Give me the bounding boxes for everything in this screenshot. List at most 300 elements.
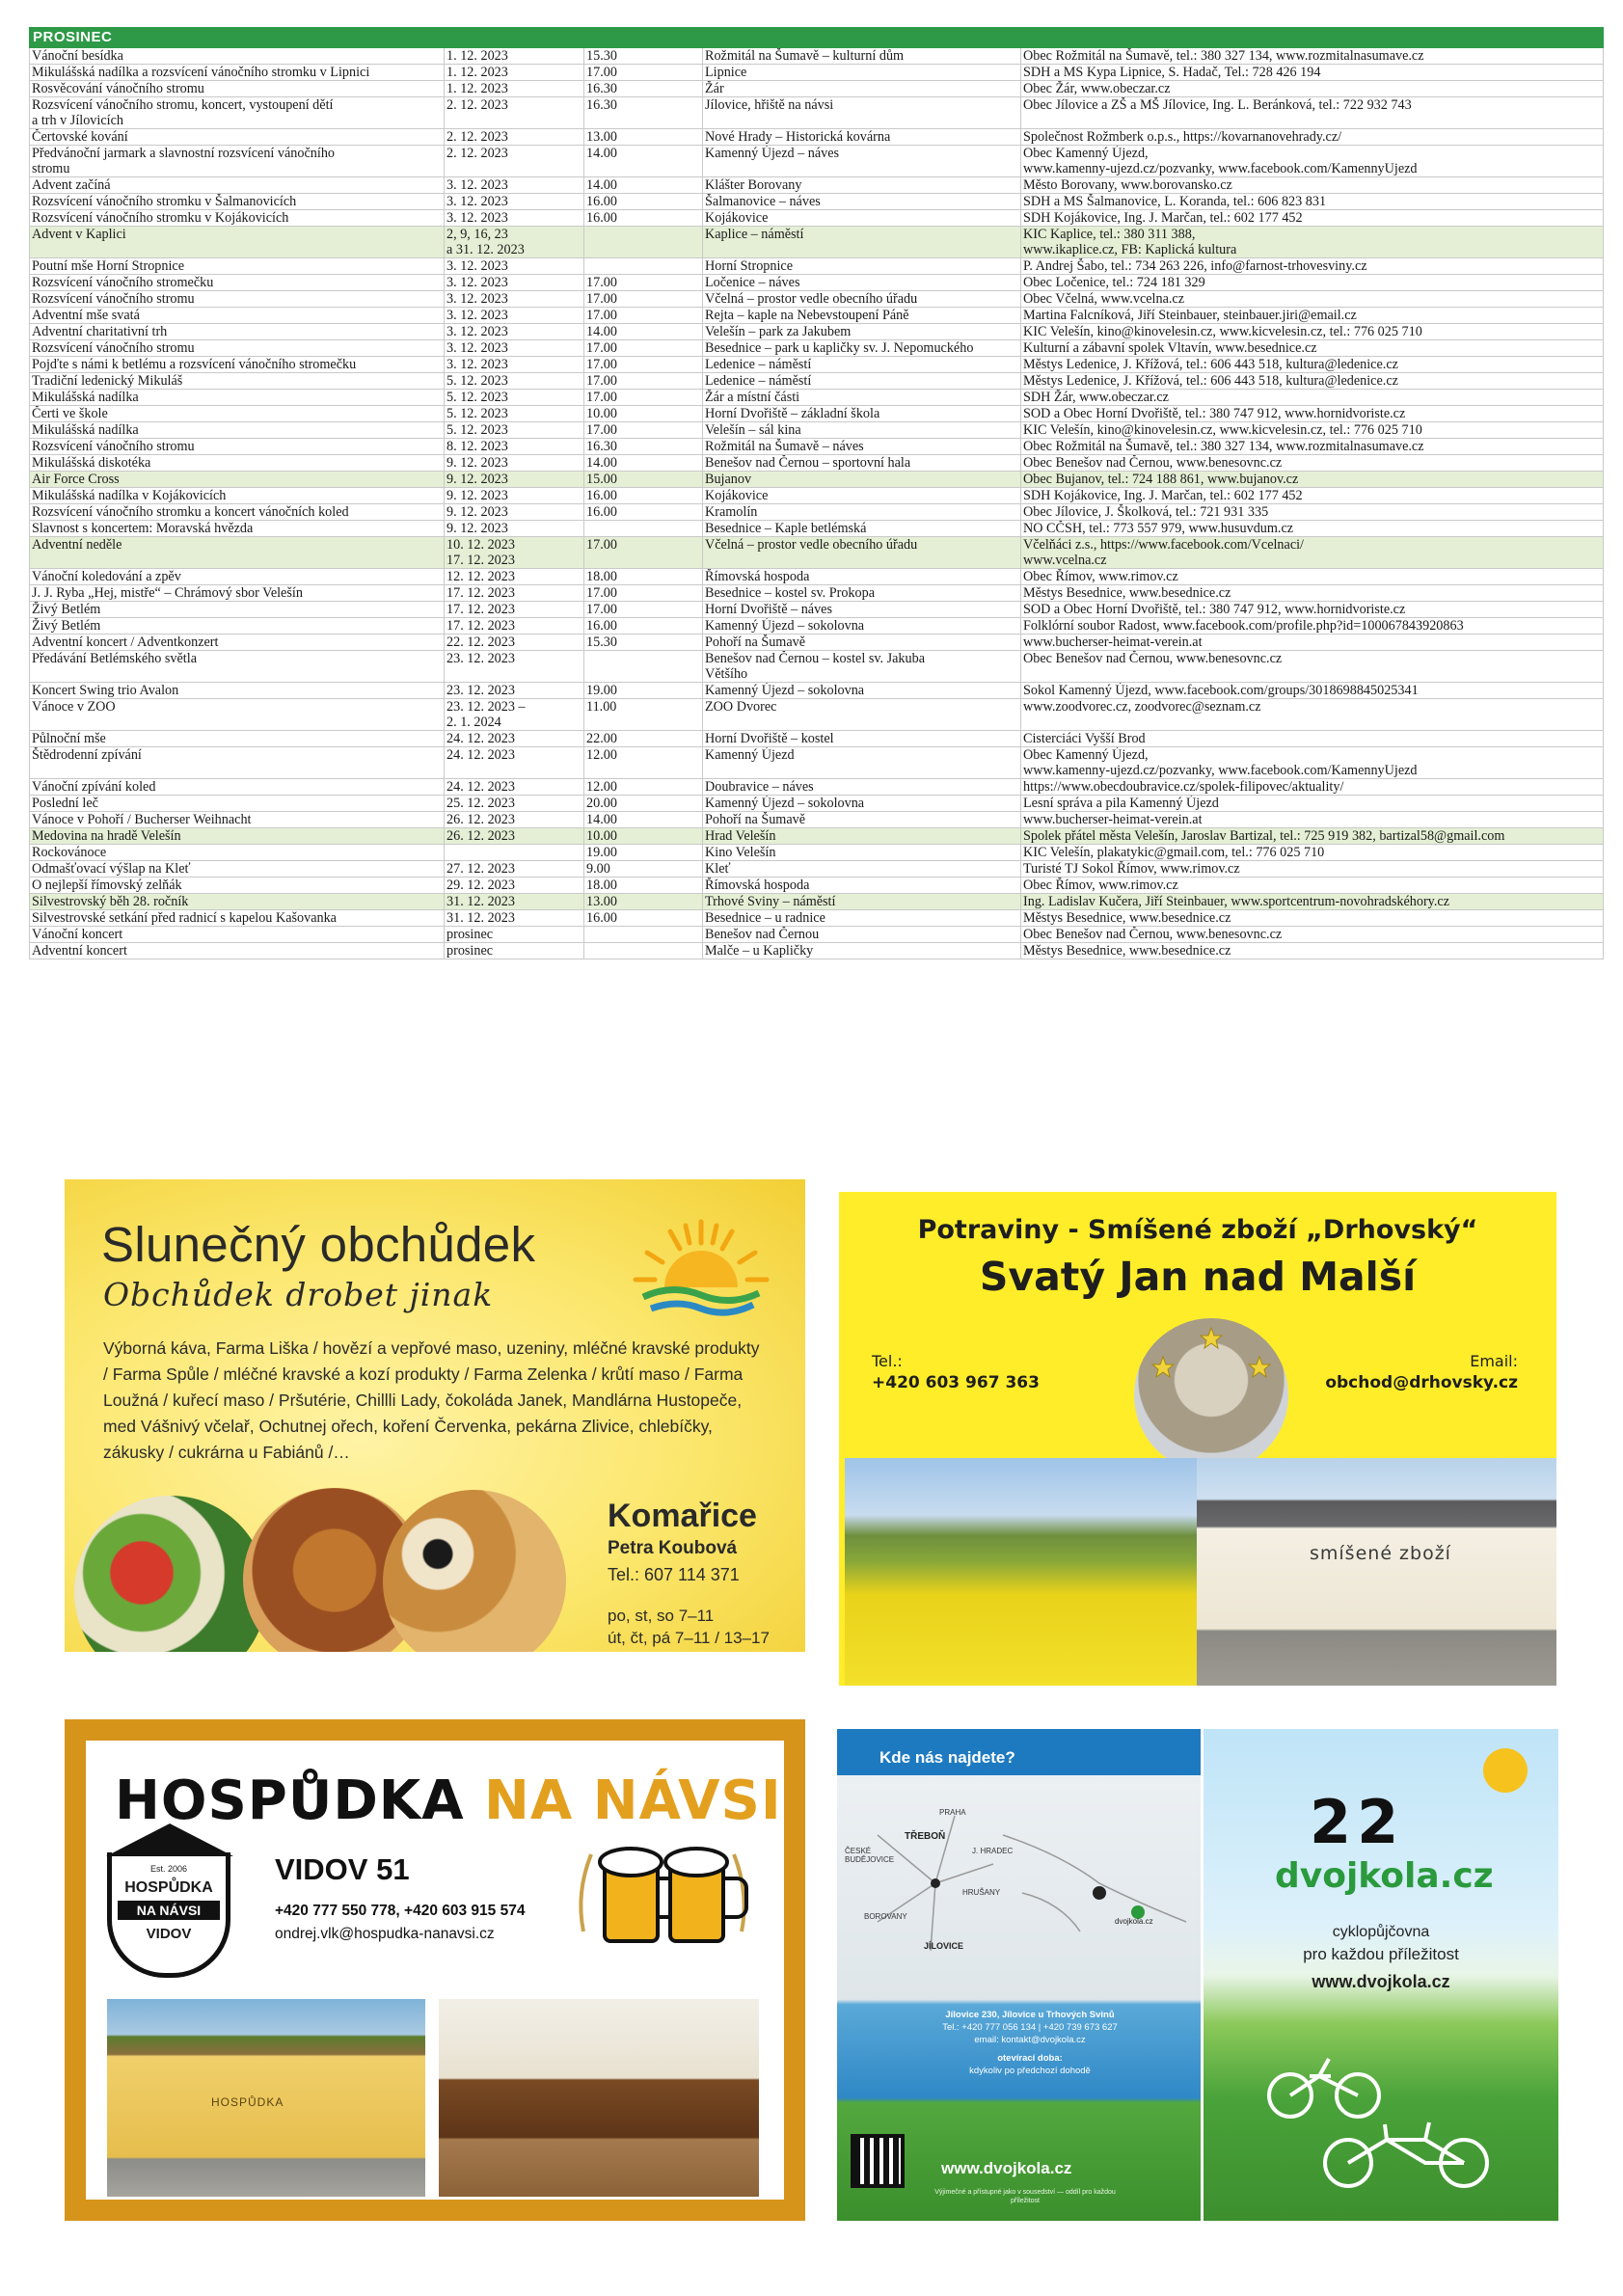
table-row [30,894,1604,910]
map-label-jilovice: JÍLOVICE [924,1941,964,1951]
event-name: Rozsvícení vánočního stromu [30,340,445,357]
event-contact: KIC Velešín, kino@kinovelesin.cz, www.kicvelesin.cz, tel.: 776 025 710 [1021,324,1604,340]
event-contact: SDH a MS Kypa Lipnice, S. Hadač, Tel.: 728 426 194 [1021,65,1604,81]
event-name: Adventní koncert / Adventkonzert [30,635,445,651]
table-row [30,796,1604,812]
event-name: Mikulášská diskotéka [30,455,445,472]
event-contact: Obec Římov, www.rimov.cz [1021,878,1604,894]
event-name: Pojďte s námi k betlému a rozsvícení vánočního stromečku [30,357,445,373]
table-row [30,340,1604,357]
event-name: Štědrodenní zpívání [30,747,445,779]
event-time: 18.00 [584,569,703,585]
table-row [30,861,1604,878]
event-time: 17.00 [584,340,703,357]
event-name: Poslední leč [30,796,445,812]
table-row [30,406,1604,422]
event-contact: Obec Jílovice, J. Školková, tel.: 721 931 335 [1021,504,1604,521]
event-contact: Obec Římov, www.rimov.cz [1021,569,1604,585]
event-date: 22. 12. 2023 [445,635,584,651]
event-contact: Město Borovany, www.borovansko.cz [1021,177,1604,194]
table-row [30,97,1604,129]
event-place: Kamenný Újezd [703,747,1021,779]
table-row [30,472,1604,488]
event-date: 2. 12. 2023 [445,97,584,129]
event-place: Rejta – kaple na Nebevstoupení Páně [703,308,1021,324]
event-date: 3. 12. 2023 [445,210,584,227]
event-place: Včelná – prostor vedle obecního úřadu [703,291,1021,308]
event-date: 5. 12. 2023 [445,406,584,422]
table-row [30,275,1604,291]
event-date: 1. 12. 2023 [445,81,584,97]
event-name: Mikulášská nadílka [30,422,445,439]
event-contact: Obec Rožmitál na Šumavě, tel.: 380 327 134, www.rozmitalnasumave.cz [1021,48,1604,65]
event-contact: Ing. Ladislav Kučera, Jiří Steinbauer, www.sportcentrum-novohradskéhory.cz [1021,894,1604,910]
interior-photo [439,1999,759,2197]
event-contact: www.zoodvorec.cz, zoodvorec@seznam.cz [1021,699,1604,731]
event-contact: Společnost Rožmberk o.p.s., https://kovarnanovehrady.cz/ [1021,129,1604,146]
event-name: Vánoce v Pohoří / Bucherser Weihnacht [30,812,445,828]
vegetables-photo [74,1496,267,1652]
ad-phones: +420 777 550 778, +420 603 915 574 [275,1903,526,1919]
event-name: Poutní mše Horní Stropnice [30,258,445,275]
ad-email: ondrej.vlk@hospudka-nanavsi.cz [275,1926,495,1942]
event-time: 15.30 [584,635,703,651]
sun-icon [1483,1748,1528,1793]
event-date: 9. 12. 2023 [445,521,584,537]
event-contact: Obec Rožmitál na Šumavě, tel.: 380 327 134, www.rozmitalnasumave.cz [1021,439,1604,455]
contact-address: Jílovice 230, Jílovice u Trhových Svinů [945,2010,1115,2020]
qr-code-icon [851,2134,905,2188]
event-date: 29. 12. 2023 [445,878,584,894]
event-date: 31. 12. 2023 [445,910,584,927]
contact-box [895,2009,1165,2077]
table-row [30,828,1604,845]
event-name: Advent začíná [30,177,445,194]
ad-town: Komařice [608,1498,757,1534]
event-name: Medovina na hradě Velešín [30,828,445,845]
event-name: Adventní charitativní trh [30,324,445,340]
event-name: Půlnoční mše [30,731,445,747]
stars-halo [1134,1318,1288,1472]
event-contact: SOD a Obec Horní Dvořiště, tel.: 380 747 912, www.hornidvoriste.cz [1021,602,1604,618]
ad-line-2: Svatý Jan nad Malší [979,1254,1417,1300]
event-place: Benešov nad Černou [703,927,1021,943]
fine-print: Výjimečné a přístupné jako v sousedství — oddíl pro každou příležitost [934,2189,1116,2204]
table-row [30,731,1604,747]
table-row [30,146,1604,177]
event-name: Živý Betlém [30,618,445,635]
logo-text: dvojkola.cz [1275,1856,1494,1896]
event-date: 17. 12. 2023 [445,618,584,635]
event-name: Mikulášská nadílka [30,390,445,406]
event-place: Besednice – Kaple betlémská [703,521,1021,537]
event-place: Ledenice – náměstí [703,373,1021,390]
table-row [30,177,1604,194]
event-place: Benešov nad Černou – kostel sv. Jakuba Většího [703,651,1021,683]
event-time: 17.00 [584,357,703,373]
event-date: prosinec [445,927,584,943]
event-contact: Spolek přátel města Velešín, Jaroslav Bartizal, tel.: 725 919 382, bartizal58@gmail.com [1021,828,1604,845]
event-time [584,927,703,943]
event-contact: SOD a Obec Horní Dvořiště, tel.: 380 747 912, www.hornidvoriste.cz [1021,406,1604,422]
logo-roof [106,1823,233,1856]
table-row [30,324,1604,340]
logo-text-1: HOSPŮDKA [124,1879,213,1896]
event-time: 11.00 [584,699,703,731]
table-row [30,194,1604,210]
event-date: 3. 12. 2023 [445,291,584,308]
contact-hours: kdykoliv po předchozí dohodě [969,2066,1091,2076]
event-name: Rozsvícení vánočního stromu [30,439,445,455]
event-contact: Lesní správa a pila Kamenný Újezd [1021,796,1604,812]
event-name: Rozsvícení vánočního stromu [30,291,445,308]
event-date: 26. 12. 2023 [445,812,584,828]
section-title-row [30,28,1604,48]
event-date: 8. 12. 2023 [445,439,584,455]
event-place: Římovská hospoda [703,878,1021,894]
event-date: 2, 9, 16, 23 a 31. 12. 2023 [445,227,584,258]
table-row [30,635,1604,651]
event-time: 16.00 [584,504,703,521]
table-row [30,699,1604,731]
event-contact: Obec Ločenice, tel.: 724 181 329 [1021,275,1604,291]
event-date: 3. 12. 2023 [445,194,584,210]
event-time: 17.00 [584,308,703,324]
event-place: Besednice – kostel sv. Prokopa [703,585,1021,602]
event-name: Vánoční zpívání koled [30,779,445,796]
hospudka-logo [107,1852,230,1978]
table-row [30,585,1604,602]
event-name: Vánoční koncert [30,927,445,943]
table-row [30,390,1604,406]
map-label-jhradec: J. HRADEC [972,1847,1014,1855]
event-time: 14.00 [584,455,703,472]
event-time: 16.00 [584,210,703,227]
event-name: O nejlepší římovský zelňák [30,878,445,894]
event-name: Vánoční koledování a zpěv [30,569,445,585]
table-row [30,927,1604,943]
event-contact: Obec Jílovice a ZŠ a MŠ Jílovice, Ing. L. Beránková, tel.: 722 932 743 [1021,97,1604,129]
event-time: 13.00 [584,129,703,146]
table-row [30,258,1604,275]
map-label-trebon: TŘEBOŇ [905,1831,946,1842]
event-time: 19.00 [584,683,703,699]
table-row [30,455,1604,472]
event-place: Velešín – park za Jakubem [703,324,1021,340]
event-date: 9. 12. 2023 [445,488,584,504]
event-place: Lipnice [703,65,1021,81]
event-date: 23. 12. 2023 – 2. 1. 2024 [445,699,584,731]
event-date: 23. 12. 2023 [445,651,584,683]
event-time: 22.00 [584,731,703,747]
house-sign: HOSPŮDKA [211,2095,284,2109]
ad-slunecny-obchudek [65,1179,805,1652]
table-row [30,878,1604,894]
event-time: 16.00 [584,618,703,635]
event-time: 12.00 [584,747,703,779]
ad-text: Výborná káva, Farma Liška / hovězí a vepřové maso, uzeniny, mléčné kravské produkty / Farma Spůle / mléčné kravské a kozí produkty / Farma Zelenka / krůtí maso / Farma Loužná / kuřecí maso / Pršutérie, Chillli Lady, čokoláda Janek, Mandlárna Hustopeče, med Vášnivý včelař, Ochutnej ořech, koření Červenka, pekárna Zlivice, chlebíčky, zákusky / cukrárna u Fabiánů /… [103,1338,760,1462]
event-date: 3. 12. 2023 [445,340,584,357]
event-place: Kamenný Újezd – náves [703,146,1021,177]
event-time: 17.00 [584,585,703,602]
event-name: Rozsvícení vánočního stromku a koncert vánočních koled [30,504,445,521]
table-row [30,845,1604,861]
table-row [30,373,1604,390]
event-contact: Obec Benešov nad Černou, www.benesovnc.cz [1021,651,1604,683]
event-date: 12. 12. 2023 [445,569,584,585]
tagline-1: cyklopůjčovna [1332,1924,1430,1940]
table-row [30,537,1604,569]
event-date: 26. 12. 2023 [445,828,584,845]
event-time: 17.00 [584,537,703,569]
event-date: prosinec [445,943,584,959]
map-label-praha: PRAHA [939,1808,966,1817]
event-contact: Obec Žár, www.obeczar.cz [1021,81,1604,97]
contact-hours-label: otevírací doba: [997,2053,1063,2064]
event-place: ZOO Dvorec [703,699,1021,731]
event-time: 10.00 [584,406,703,422]
ad-email-label: Email: [1470,1352,1518,1370]
event-name: Advent v Kaplici [30,227,445,258]
ad-title-part-1: HOSPŮDKA [115,1769,465,1832]
event-contact: www.bucherser-heimat-verein.at [1021,635,1604,651]
event-contact: KIC Kaplice, tel.: 380 311 388, www.ikaplice.cz, FB: Kaplická kultura [1021,227,1604,258]
contact-phone: Tel.: +420 777 056 134 | +420 739 673 627 [942,2022,1118,2033]
event-place: Rožmitál na Šumavě – náves [703,439,1021,455]
event-name: Vánoční besídka [30,48,445,65]
event-contact: KIC Velešín, kino@kinovelesin.cz, www.kicvelesin.cz, tel.: 776 025 710 [1021,422,1604,439]
event-time: 17.00 [584,422,703,439]
ad-address: VIDOV 51 [275,1852,410,1886]
event-time: 17.00 [584,390,703,406]
table-row [30,65,1604,81]
event-contact: Sokol Kamenný Újezd, www.facebook.com/groups/3018698845025341 [1021,683,1604,699]
table-row [30,504,1604,521]
table-row [30,651,1604,683]
event-date: 24. 12. 2023 [445,747,584,779]
table-row [30,779,1604,796]
web-right: www.dvojkola.cz [1312,1972,1450,1991]
event-time: 17.00 [584,291,703,308]
event-contact: SDH Žár, www.obeczar.cz [1021,390,1604,406]
event-name: Čertovské kování [30,129,445,146]
event-date: 2. 12. 2023 [445,146,584,177]
event-place: Rožmitál na Šumavě – kulturní dům [703,48,1021,65]
table-row [30,129,1604,146]
web-left: www.dvojkola.cz [941,2159,1072,2177]
section-title: PROSINEC [30,28,1604,48]
event-name: Živý Betlém [30,602,445,618]
food-photos [74,1469,566,1652]
event-name: Rosvěcování vánočního stromu [30,81,445,97]
event-time [584,258,703,275]
map-heading: Kde nás najdete? [879,1748,1015,1767]
event-name: Odmašťovací výšlap na Kleť [30,861,445,878]
ad-hospudka [65,1719,805,2221]
table-row [30,308,1604,324]
ad-dvojkola [827,1719,1568,2230]
event-place: Nové Hrady – Historická kovárna [703,129,1021,146]
event-place: Pohoří na Šumavě [703,635,1021,651]
event-date: 1. 12. 2023 [445,48,584,65]
table-row [30,488,1604,504]
event-name: Koncert Swing trio Avalon [30,683,445,699]
table-row [30,569,1604,585]
event-time: 16.00 [584,194,703,210]
ad-email: obchod@drhovsky.cz [1325,1373,1518,1392]
table-row [30,210,1604,227]
event-name: Rozsvícení vánočního stromku v Kojákovicích [30,210,445,227]
event-date: 17. 12. 2023 [445,602,584,618]
event-place: Horní Dvořiště – kostel [703,731,1021,747]
event-date: 5. 12. 2023 [445,390,584,406]
event-date: 23. 12. 2023 [445,683,584,699]
event-name: Silvestrovské setkání před radnicí s kapelou Kašovanka [30,910,445,927]
event-name: Rozsvícení vánočního stromku v Šalmanovicích [30,194,445,210]
event-place: Horní Stropnice [703,258,1021,275]
event-date: 3. 12. 2023 [445,177,584,194]
event-name: Slavnost s koncertem: Moravská hvězda [30,521,445,537]
event-time: 12.00 [584,779,703,796]
event-place: Hrad Velešín [703,828,1021,845]
event-time: 17.00 [584,65,703,81]
event-time: 10.00 [584,828,703,845]
event-time: 16.30 [584,97,703,129]
event-name: Předvánoční jarmark a slavnostní rozsvícení vánočního stromu [30,146,445,177]
event-place: Kramolín [703,504,1021,521]
event-date: 3. 12. 2023 [445,308,584,324]
event-name: Adventní koncert [30,943,445,959]
event-time: 20.00 [584,796,703,812]
table-row [30,683,1604,699]
table-row [30,357,1604,373]
map-label-hrusany: HRUŠANY [962,1888,1001,1897]
event-date: 17. 12. 2023 [445,585,584,602]
event-name: Rozsvícení vánočního stromečku [30,275,445,291]
event-place: Malče – u Kapličky [703,943,1021,959]
event-time: 16.30 [584,439,703,455]
event-contact: SDH Kojákovice, Ing. J. Marčan, tel.: 602 177 452 [1021,210,1604,227]
event-contact: Martina Falcníková, Jiří Steinbauer, steinbauer.jiri@email.cz [1021,308,1604,324]
event-date: 31. 12. 2023 [445,894,584,910]
event-place: Trhové Sviny – náměstí [703,894,1021,910]
event-place: Besednice – u radnice [703,910,1021,927]
sun-logo [624,1208,778,1324]
event-contact: Městys Besednice, www.besednice.cz [1021,943,1604,959]
event-contact: Obec Benešov nad Černou, www.benesovnc.cz [1021,927,1604,943]
event-place: Kojákovice [703,210,1021,227]
event-place: Kino Velešín [703,845,1021,861]
event-time: 16.00 [584,910,703,927]
ad-hours-1: po, st, so 7–11 [608,1607,715,1625]
map-label-dvojkola: dvojkola.cz [1115,1917,1153,1926]
ad-hours-2: út, čt, pá 7–11 / 13–17 [608,1629,770,1647]
event-place: Kojákovice [703,488,1021,504]
event-time [584,227,703,258]
table-row [30,48,1604,65]
event-place: Pohoří na Šumavě [703,812,1021,828]
ad-phone: Tel.: 607 114 371 [608,1565,740,1584]
tagline-2: pro každou příležitost [1303,1945,1459,1963]
event-contact: Obec Bujanov, tel.: 724 188 861, www.bujanov.cz [1021,472,1604,488]
event-contact: NO CČSH, tel.: 773 557 979, www.husuvdum.cz [1021,521,1604,537]
event-date: 25. 12. 2023 [445,796,584,812]
event-time: 14.00 [584,812,703,828]
table-row [30,81,1604,97]
table-row [30,812,1604,828]
beer-mugs-icon [566,1816,759,1960]
event-contact: Obec Kamenný Újezd, www.kamenny-ujezd.cz/pozvanky, www.facebook.com/KamennyUjezd [1021,747,1604,779]
event-contact: Městys Ledenice, J. Křížová, tel.: 606 443 518, kultura@ledenice.cz [1021,357,1604,373]
ad-title-part-2: NA NÁVSI [484,1769,782,1832]
event-place: Bujanov [703,472,1021,488]
table-row [30,602,1604,618]
meadow-photo [845,1458,1204,1686]
event-date: 10. 12. 2023 17. 12. 2023 [445,537,584,569]
table-row [30,227,1604,258]
event-contact: Včelňáci z.s., https://www.facebook.com/Vcelnaci/ www.vcelna.cz [1021,537,1604,569]
event-time: 16.00 [584,488,703,504]
event-contact: KIC Velešín, plakatykic@gmail.com, tel.: 776 025 710 [1021,845,1604,861]
map-label-borovany: BOROVANY [864,1912,907,1921]
event-contact: Obec Benešov nad Černou, www.benesovnc.cz [1021,455,1604,472]
logo-est: Est. 2006 [149,1864,188,1874]
table-row [30,747,1604,779]
ad-line-1: Potraviny - Smíšené zboží „Drhovský“ [917,1215,1478,1245]
event-date: 3. 12. 2023 [445,258,584,275]
event-place: Besednice – park u kapličky sv. J. Nepomuckého [703,340,1021,357]
event-time: 18.00 [584,878,703,894]
shop-sign: smíšené zboží [1310,1543,1451,1564]
event-time: 17.00 [584,602,703,618]
event-contact: SDH a MS Šalmanovice, L. Koranda, tel.: 606 823 831 [1021,194,1604,210]
event-name: Předávání Betlémského světla [30,651,445,683]
event-time [584,943,703,959]
event-contact: Folklórní soubor Radost, www.facebook.com/profile.php?id=100067843920863 [1021,618,1604,635]
table-row [30,943,1604,959]
events-table [29,27,1604,959]
event-place: Ločenice – náves [703,275,1021,291]
event-date: 1. 12. 2023 [445,65,584,81]
event-place: Doubravice – náves [703,779,1021,796]
event-place: Kamenný Újezd – sokolovna [703,796,1021,812]
event-place: Včelná – prostor vedle obecního úřadu [703,537,1021,569]
bicycles-icon [1232,2047,1522,2201]
event-contact: Turisté TJ Sokol Římov, www.rimov.cz [1021,861,1604,878]
event-time: 14.00 [584,177,703,194]
event-name: Mikulášská nadílka a rozsvícení vánočního stromku v Lipnici [30,65,445,81]
event-date: 5. 12. 2023 [445,422,584,439]
event-name: Rozsvícení vánočního stromu, koncert, vystoupení dětí a trh v Jílovicích [30,97,445,129]
table-row [30,618,1604,635]
event-name: J. J. Ryba „Hej, mistře“ – Chrámový sbor Velešín [30,585,445,602]
logo-text-3: VIDOV [146,1926,192,1942]
event-time: 13.00 [584,894,703,910]
ad-title: Slunečný obchůdek [101,1217,536,1272]
event-name: Rockovánoce [30,845,445,861]
event-contact: Cisterciáci Vyšší Brod [1021,731,1604,747]
event-date: 9. 12. 2023 [445,455,584,472]
event-date [445,845,584,861]
event-place: Žár [703,81,1021,97]
event-place: Velešín – sál kina [703,422,1021,439]
event-date: 9. 12. 2023 [445,504,584,521]
event-contact: Kulturní a zábavní spolek Vltavín, www.besednice.cz [1021,340,1604,357]
logo-number: 22 [1310,1787,1405,1857]
event-contact: Obec Kamenný Újezd, www.kamenny-ujezd.cz/pozvanky, www.facebook.com/KamennyUjezd [1021,146,1604,177]
event-name: Adventní neděle [30,537,445,569]
event-place: Horní Dvořiště – základní škola [703,406,1021,422]
